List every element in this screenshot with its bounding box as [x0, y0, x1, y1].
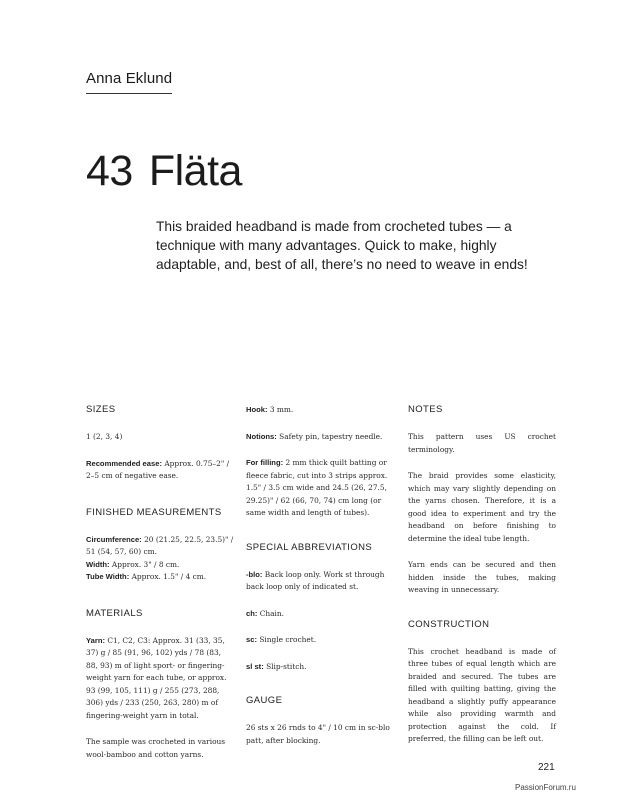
filling-text: 2 mm thick quilt batting or fleece fabric, cut into 3 strips approx. 1.5" / 3.5 cm wide and 24.5 (26, 27.5, 29.25)" / 62 (66, 70, 74) cm long (or same width and length of tubes).	[246, 458, 388, 517]
hook-label: Hook:	[246, 405, 268, 414]
yarn-paragraph	[86, 635, 234, 723]
filling-paragraph	[246, 457, 396, 520]
column-middle	[246, 404, 396, 747]
column-left	[86, 404, 234, 761]
slst-paragraph	[246, 661, 396, 674]
blo-paragraph	[246, 569, 396, 594]
pattern-number: 43	[86, 147, 133, 195]
construction-heading: CONSTRUCTION	[408, 618, 490, 630]
abbreviations-heading: SPECIAL ABBREVIATIONS	[246, 541, 373, 553]
sizes-heading: SIZES	[86, 404, 116, 415]
slst-label: sl st:	[246, 661, 264, 671]
ch-paragraph	[246, 608, 396, 621]
tube-width-paragraph	[86, 571, 234, 584]
blo-text: Back loop only. Work st through back loop only of indicated st.	[246, 569, 385, 591]
circumference-text: 20 (21.25, 22.5, 23.5)" / 51 (54, 57, 60) cm.	[86, 534, 234, 556]
slst-text: Slip-stitch.	[263, 661, 307, 671]
construction-text: This crochet headband is made of three tubes of equal length which are braided and secured. The tubes are filled with quilting batting, giving the headband a slightly puffy appearance while also providing warmth and protection against the cold. If preferred, the filling can be left out.	[408, 646, 556, 743]
author-name: Anna Eklund	[86, 70, 172, 94]
yarn-text: C1, C2, C3: Approx. 31 (33, 35, 37) g / 85 (91, 96, 102) yds / 78 (83, 88, 93) m of light sport- or fingering-weight yarn for each tube, or approx. 93 (99, 105, 111) g / 255 (273, 288, 306) yds / 233 (250, 263, 280) m of fingering-weight yarn in total.	[86, 635, 227, 720]
sc-text: Single crochet.	[256, 635, 317, 644]
yarn-label: Yarn:	[86, 635, 105, 645]
notes-paragraph-3: Yarn ends can be secured and then hidden inside the tubes, making weaving in unnecessary.	[408, 560, 556, 594]
blo-label: -blo:	[246, 569, 263, 579]
watermark: PassionForum.ru	[515, 783, 576, 792]
ease-label: Recommended ease:	[86, 458, 162, 468]
notions-text: Safety pin, tapestry needle.	[276, 431, 383, 441]
notions-label: Notions:	[246, 431, 277, 441]
notes-paragraph-1: This pattern uses US crochet terminology.	[408, 432, 556, 454]
tube-width-label: Tube Width:	[86, 572, 130, 581]
pattern-name: Fläta	[148, 147, 242, 195]
hook-paragraph	[246, 404, 396, 417]
sc-label: sc:	[246, 635, 257, 644]
circumference-label: Circumference:	[86, 534, 142, 544]
page-number: 221	[538, 762, 555, 773]
intro-paragraph: This braided headband is made from crocheted tubes — a technique with many advantages. Quick to make, highly adaptable, and, best of all, there’s no need to weave in ends!	[156, 219, 528, 272]
tube-width-text: Approx. 1.5" / 4 cm.	[129, 572, 207, 581]
width-paragraph	[86, 559, 234, 572]
notes-heading: NOTES	[408, 404, 443, 415]
hook-text: 3 mm.	[267, 405, 294, 414]
width-text: Approx. 3" / 8 cm.	[109, 559, 180, 569]
ease-paragraph	[86, 458, 234, 483]
column-right	[408, 404, 556, 746]
gauge-heading: GAUGE	[246, 695, 283, 706]
width-label: Width:	[86, 559, 110, 569]
filling-label: For filling:	[246, 458, 284, 467]
sample-paragraph: The sample was crocheted in various wool-bamboo and cotton yarns.	[86, 737, 226, 759]
ch-text: Chain.	[257, 608, 285, 618]
sizes-values: 1 (2, 3, 4)	[86, 432, 123, 441]
notions-paragraph	[246, 431, 396, 444]
sc-paragraph	[246, 634, 396, 647]
circumference-paragraph	[86, 534, 234, 559]
ease-text: Approx. 0.75–2" / 2–5 cm of negative ease.	[86, 458, 230, 480]
ch-label: ch:	[246, 608, 258, 618]
materials-heading: MATERIALS	[86, 607, 143, 619]
notes-paragraph-2: The braid provides some elasticity, which may vary slightly depending on the yarns chosen. Therefore, it is a good idea to experiment and try the headband on before finishing to determine the ideal tube length.	[408, 471, 556, 543]
pattern-title	[86, 147, 242, 195]
gauge-text: 26 sts x 26 rnds to 4" / 10 cm in sc-blo patt, after blocking.	[246, 723, 390, 745]
finished-heading: FINISHED MEASUREMENTS	[86, 506, 222, 518]
